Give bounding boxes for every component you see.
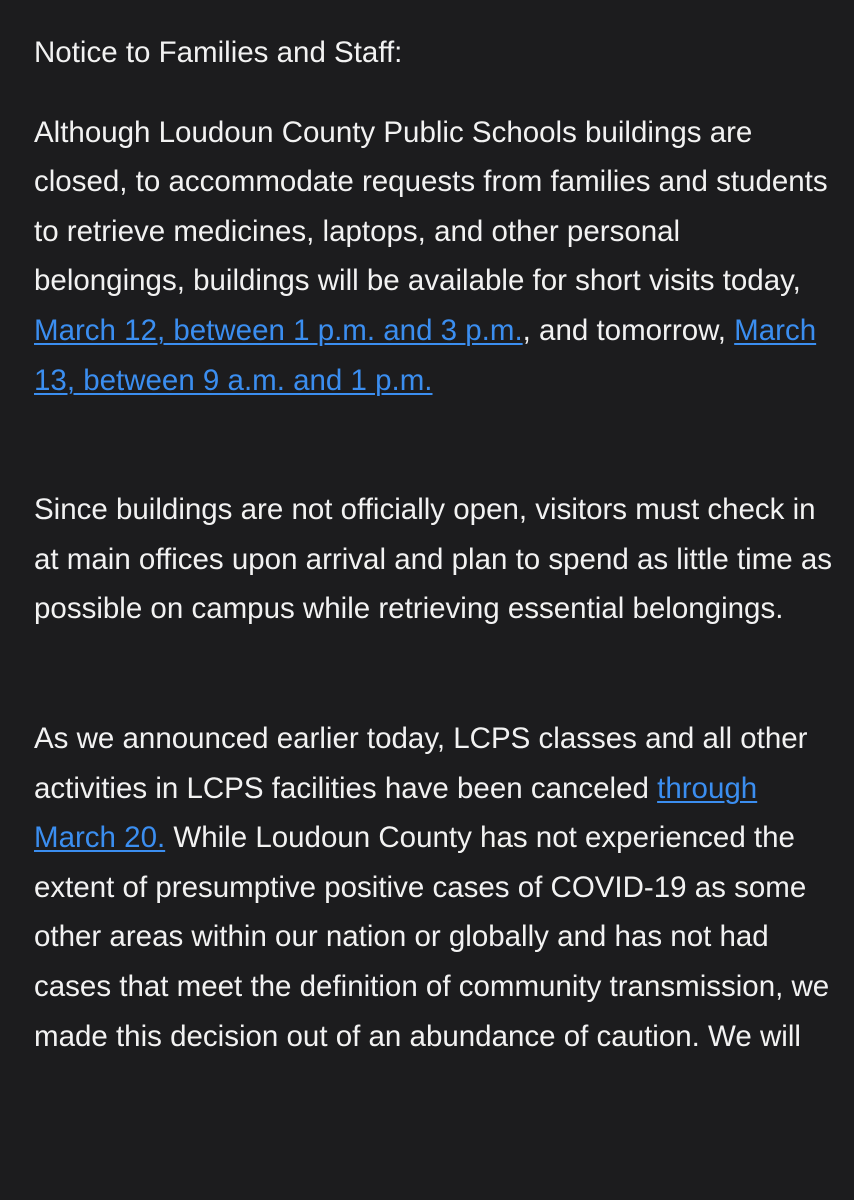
greeting-text: Notice to Families and Staff: xyxy=(34,36,403,69)
through-march-20-link[interactable]: through March 20. xyxy=(34,771,758,855)
intro-text-middle: , and tomorrow, xyxy=(522,313,735,347)
march-12-hours-link[interactable]: March 12, between 1 p.m. and 3 p.m. xyxy=(34,313,523,347)
announcement-text-start: As we announced earlier today, LCPS classes and all other activities in LCPS facilities have been canceled xyxy=(34,721,808,805)
intro-paragraph xyxy=(34,108,834,406)
intro-text-start: Although Loudoun County Public Schools buildings are closed, to accommodate requests from families and students to retrieve medicines, laptops, and other personal belongings, buildings will be available for short visits today, xyxy=(34,115,828,298)
checkin-paragraph: Since buildings are not officially open, visitors must check in at main offices upon arrival and plan to spend as little time as possible on campus while retrieving essential belongings. xyxy=(34,493,833,626)
announcement-text-end: While Loudoun County has not experienced the extent of presumptive positive cases of COVID-19 as some other areas within our nation or globally and has not had cases that meet the definition of community transmission, we made this decision out of an abundance of caution. We will xyxy=(34,821,830,1053)
march-13-hours-link[interactable]: March 13, between 9 a.m. and 1 p.m. xyxy=(34,313,817,397)
message-body xyxy=(34,28,834,1061)
announcement-paragraph xyxy=(34,714,834,1061)
